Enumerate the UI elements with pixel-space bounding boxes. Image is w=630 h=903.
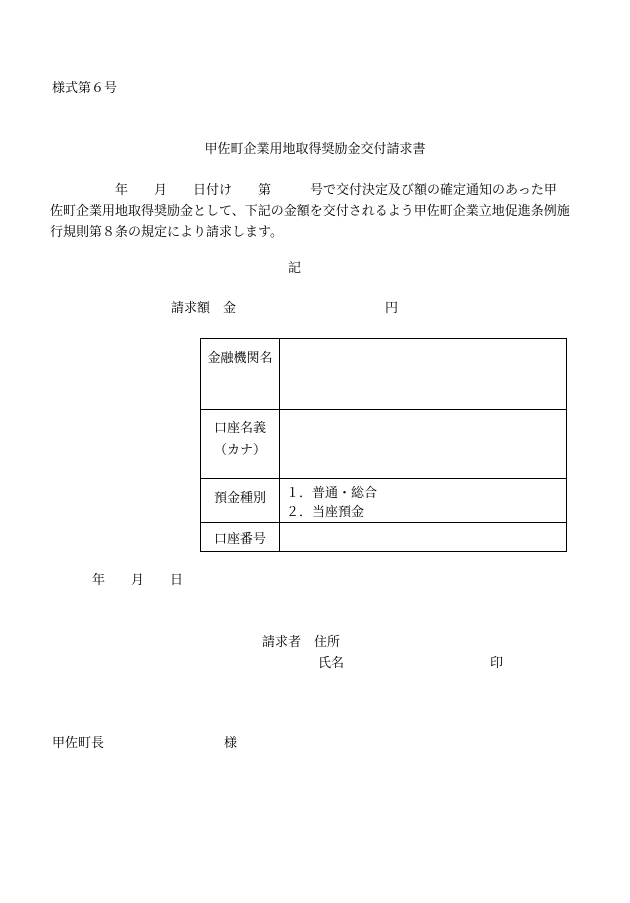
claimant-name-label: 氏名: [318, 656, 345, 671]
account-number-label: 口座番号: [213, 532, 266, 547]
seal-mark: 印: [490, 656, 504, 671]
table-row: [201, 410, 567, 479]
amount-unit: 円: [385, 301, 399, 316]
account-name-value-cell[interactable]: [280, 410, 567, 479]
body-line: 佐町企業用地取得奨励金として、下記の金額を交付されるよう甲佐町企業立地促進条例施: [50, 204, 570, 219]
date-line: 年 月 日: [92, 573, 184, 588]
addressee-name: 甲佐町長: [52, 736, 105, 751]
account-name-label: 口座名義: [213, 421, 266, 436]
deposit-option-checking[interactable]: ２．当座預金: [286, 505, 365, 520]
deposit-option-ordinary[interactable]: １．普通・総合: [286, 486, 378, 501]
form-number: 様式第６号: [52, 81, 118, 96]
body-line: 行規則第８条の規定により請求します。: [50, 225, 283, 240]
request-body-text: [50, 180, 590, 243]
account-number-value-cell[interactable]: [280, 523, 567, 552]
amount-label: 請求額 金: [171, 301, 237, 316]
body-line: 年 月 日付け 第 号で交付決定及び額の確定通知のあった甲: [50, 183, 557, 198]
institution-label-cell: [201, 339, 280, 410]
ki-heading: 記: [288, 261, 302, 276]
deposit-type-options-cell: [280, 479, 567, 523]
institution-label: 金融機関名: [207, 351, 273, 366]
document-title: 甲佐町企業用地取得奨励金交付請求書: [204, 142, 426, 157]
table-row: [201, 479, 567, 523]
deposit-type-label-cell: [201, 479, 280, 523]
account-number-label-cell: [201, 523, 280, 552]
account-name-label-cell: [201, 410, 280, 479]
table-row: [201, 523, 567, 552]
table-row: [201, 339, 567, 410]
claimant-address-label: 請求者 住所: [262, 635, 341, 650]
account-name-kana-label: （カナ）: [213, 443, 266, 458]
institution-value-cell[interactable]: [280, 339, 567, 410]
addressee-honorific: 様: [224, 736, 238, 751]
deposit-type-label: 預金種別: [213, 491, 266, 506]
bank-account-table: [200, 338, 567, 552]
